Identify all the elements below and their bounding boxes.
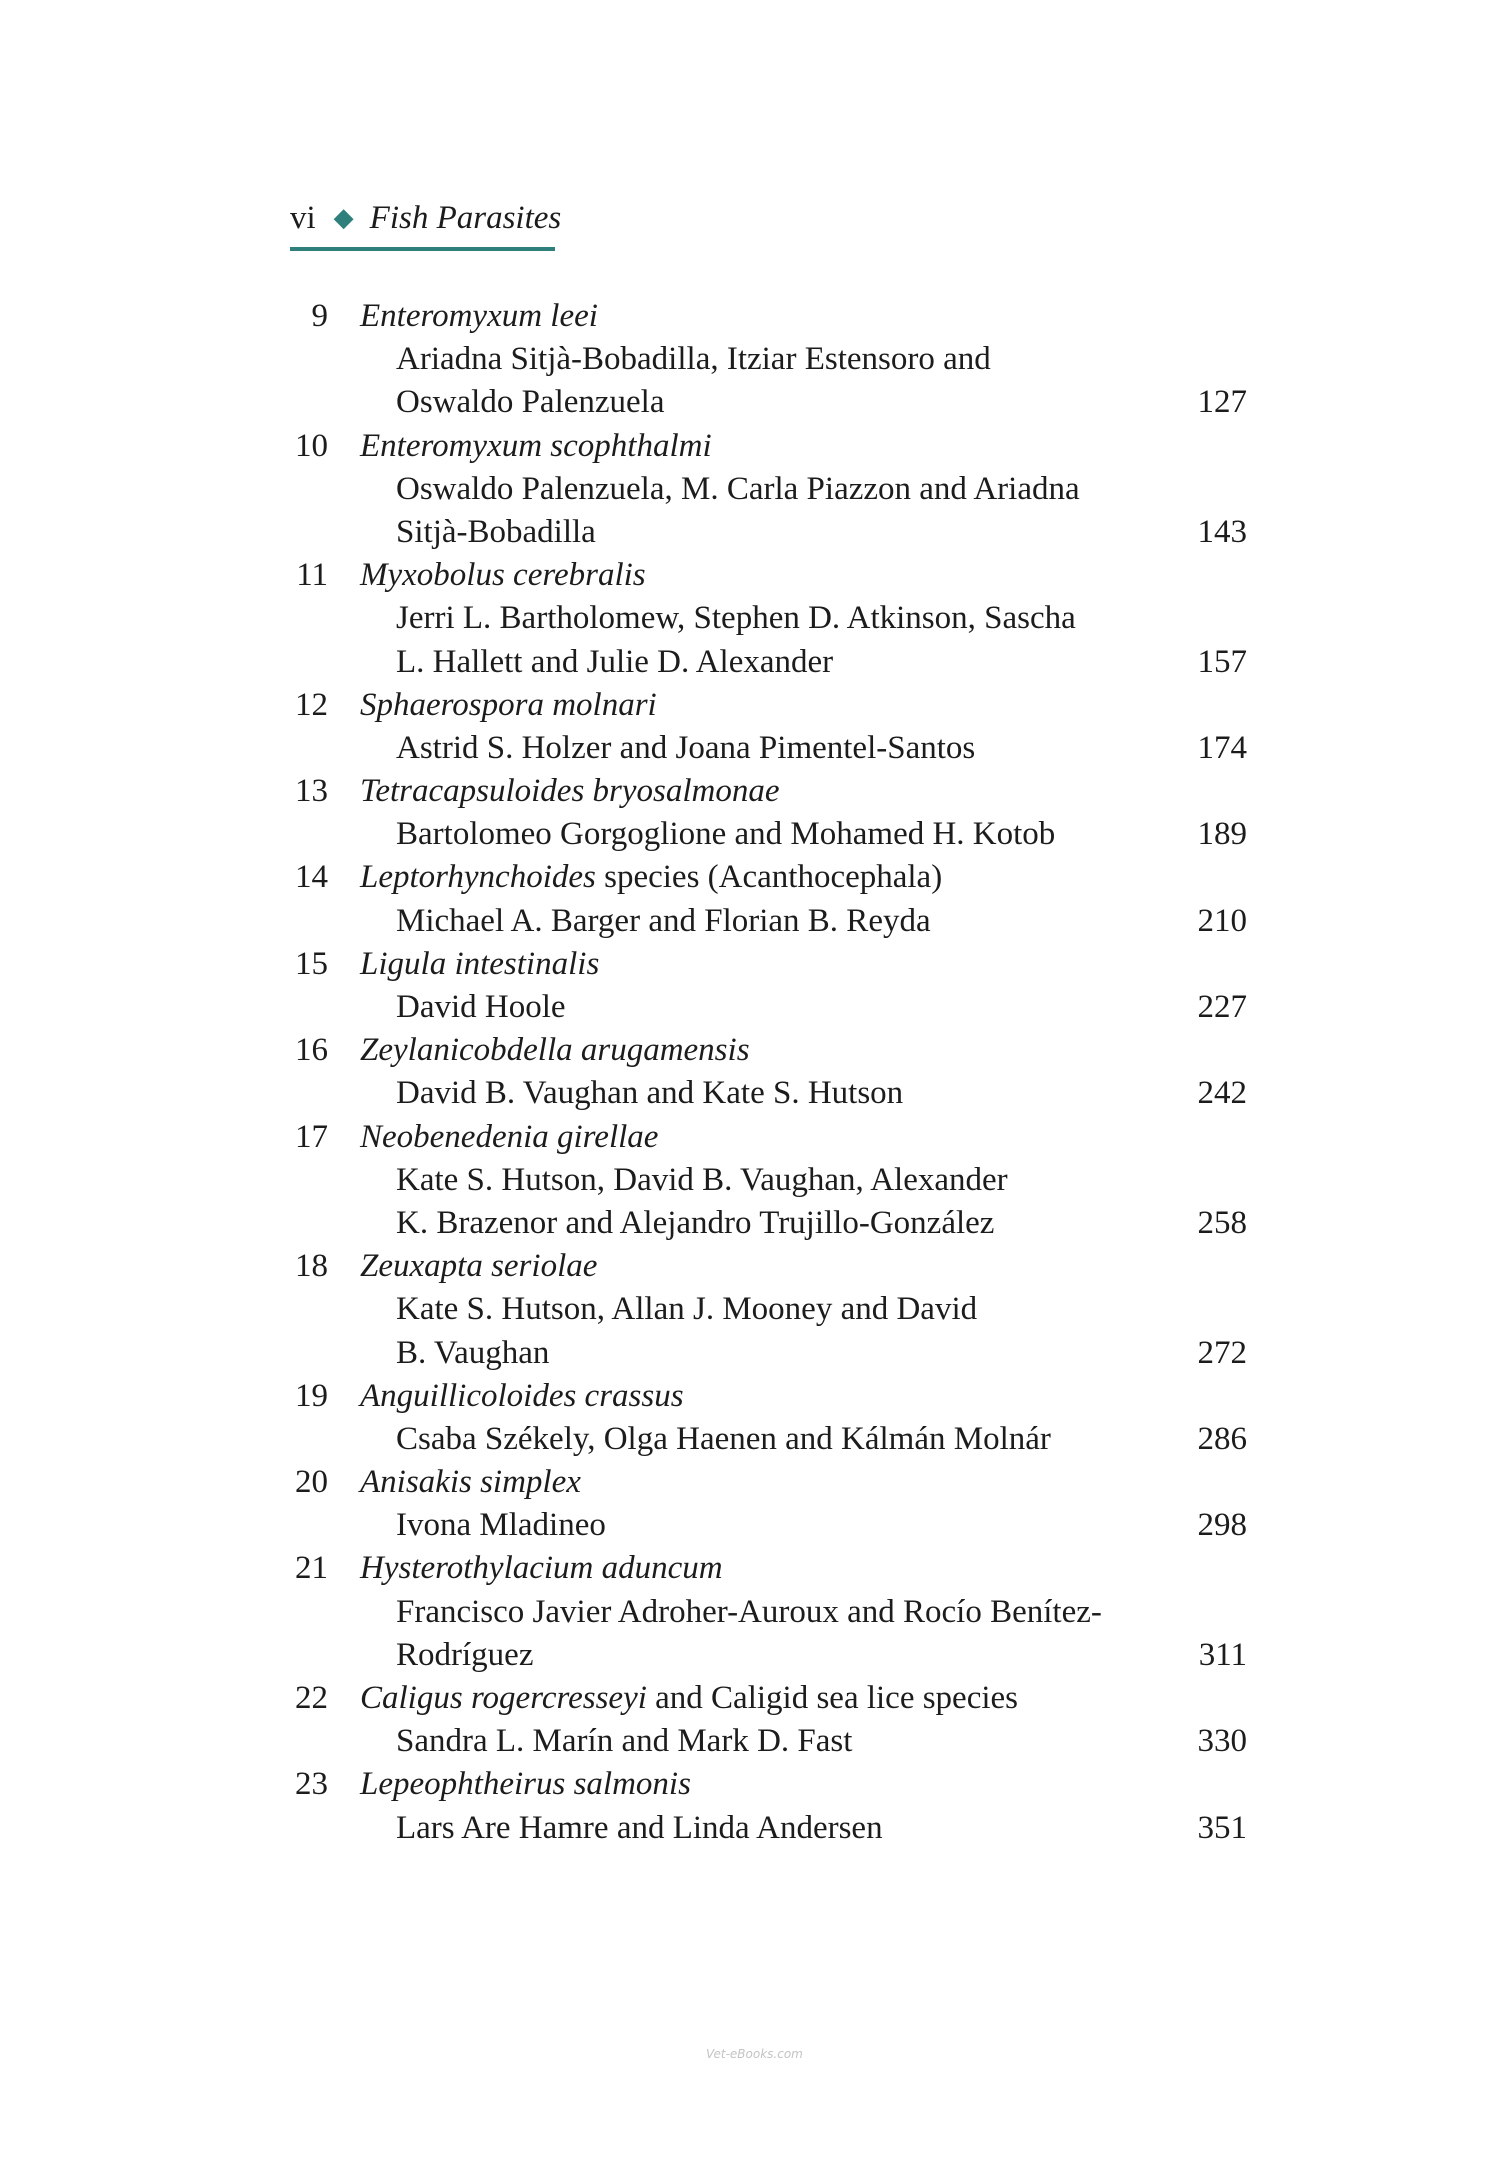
chapter-title (360, 684, 657, 727)
chapter-page-number: 272 (1197, 1334, 1247, 1371)
chapter-title (360, 1461, 581, 1504)
watermark: Vet-eBooks.com (706, 2047, 803, 2061)
toc-entry-title-line (0, 295, 1493, 338)
chapter-title (360, 943, 599, 986)
chapter-page-number: 258 (1197, 1204, 1247, 1241)
chapter-title-italic: Neobenedenia girellae (360, 1118, 659, 1155)
chapter-title-italic: Anguillicoloides crassus (360, 1377, 684, 1414)
chapter-number: 9 (311, 298, 328, 334)
chapter-number: 15 (295, 945, 328, 982)
toc-entry-author-line (0, 1288, 1493, 1331)
chapter-authors: David Hoole (396, 989, 566, 1025)
toc-entry-title-line (0, 1029, 1493, 1072)
chapter-title (360, 295, 598, 338)
toc-entry-author-line (0, 1159, 1493, 1202)
toc-entry-title-line (0, 1461, 1493, 1504)
chapter-title-italic: Hysterothylacium aduncum (360, 1550, 723, 1587)
toc-entry-author-line (0, 1504, 1493, 1547)
toc-entry-title-line (0, 1116, 1493, 1159)
chapter-title-italic: Zeuxapta seriolae (360, 1248, 598, 1285)
chapter-authors: Astrid S. Holzer and Joana Pimentel-Santos (396, 729, 976, 766)
chapter-number: 10 (295, 427, 328, 464)
running-head (290, 196, 561, 242)
chapter-page-number: 351 (1197, 1809, 1247, 1846)
toc-entry-author-line (0, 1634, 1493, 1677)
chapter-title-italic: Tetracapsuloides bryosalmonae (360, 773, 780, 810)
chapter-title (360, 1375, 684, 1418)
toc-entry-title-line (0, 1677, 1493, 1720)
chapter-authors: Ariadna Sitjà-Bobadilla, Itziar Estensoro and (396, 341, 991, 378)
chapter-authors: Michael A. Barger and Florian B. Reyda (396, 902, 931, 939)
table-of-contents (0, 295, 1493, 1850)
chapter-authors: Rodríguez (396, 1636, 534, 1673)
chapter-page-number: 157 (1197, 643, 1247, 680)
toc-entry-title-line (0, 770, 1493, 813)
chapter-page-number: 298 (1197, 1507, 1247, 1544)
book-title: Fish Parasites (369, 200, 562, 236)
chapter-title-italic: Zeylanicobdella arugamensis (360, 1032, 750, 1069)
toc-entry-title-line (0, 1763, 1493, 1806)
toc-entry-author-line (0, 1720, 1493, 1763)
chapter-title (360, 1029, 750, 1072)
chapter-authors: Oswaldo Palenzuela (396, 384, 665, 421)
chapter-number: 12 (295, 686, 328, 723)
toc-entry-author-line (0, 511, 1493, 554)
chapter-authors: Csaba Székely, Olga Haenen and Kálmán Molnár (396, 1420, 1051, 1457)
toc-entry-title-line (0, 1375, 1493, 1418)
chapter-number: 16 (295, 1032, 328, 1069)
chapter-title (360, 1245, 597, 1288)
chapter-title-rest: species (Acanthocephala) (595, 859, 943, 896)
chapter-number: 22 (295, 1680, 328, 1716)
toc-entry-title-line (0, 856, 1493, 899)
chapter-authors: B. Vaughan (396, 1334, 550, 1371)
chapter-authors: Bartolomeo Gorgoglione and Mohamed H. Kotob (396, 816, 1056, 853)
toc-entry-author-line (0, 597, 1493, 640)
chapter-authors: Ivona Mladineo (396, 1507, 606, 1544)
chapter-title (360, 1547, 723, 1590)
toc-entry-author-line (0, 986, 1493, 1029)
chapter-authors: K. Brazenor and Alejandro Trujillo-González (396, 1204, 995, 1241)
toc-entry-author-line (0, 1332, 1493, 1375)
chapter-title-italic: Ligula intestinalis (360, 945, 600, 982)
page-folio: vi (290, 200, 316, 236)
chapter-page-number: 189 (1197, 816, 1247, 853)
toc-entry-title-line (0, 1245, 1493, 1288)
chapter-number: 18 (295, 1248, 328, 1285)
chapter-title-italic: Caligus rogercresseyi (360, 1680, 647, 1716)
chapter-page-number: 286 (1197, 1420, 1247, 1457)
toc-entry-title-line (0, 943, 1493, 986)
chapter-authors: Francisco Javier Adroher-Auroux and Rocío Benítez- (396, 1593, 1102, 1630)
chapter-title-rest: and Caligid sea lice species (646, 1680, 1019, 1716)
chapter-authors: Sandra L. Marín and Mark D. Fast (396, 1723, 853, 1760)
chapter-page-number: 311 (1198, 1636, 1247, 1673)
chapter-page-number: 127 (1197, 384, 1247, 421)
toc-entry-author-line (0, 1591, 1493, 1634)
chapter-authors: Kate S. Hutson, Allan J. Mooney and David (396, 1291, 978, 1328)
chapter-title-italic: Anisakis simplex (360, 1464, 581, 1501)
chapter-number: 11 (296, 557, 328, 594)
chapter-authors: Oswaldo Palenzuela, M. Carla Piazzon and Ariadna (396, 470, 1080, 507)
chapter-title (360, 1763, 691, 1806)
chapter-page-number: 330 (1197, 1723, 1247, 1760)
chapter-title-italic: Sphaerospora molnari (360, 686, 657, 723)
toc-entry-author-line (0, 381, 1493, 424)
chapter-number: 19 (295, 1377, 328, 1414)
chapter-authors: David B. Vaughan and Kate S. Hutson (396, 1075, 904, 1112)
toc-entry-author-line (0, 1202, 1493, 1245)
chapter-title (360, 1116, 658, 1159)
chapter-number: 13 (295, 773, 328, 810)
chapter-page-number: 242 (1197, 1075, 1247, 1112)
chapter-page-number: 174 (1197, 729, 1247, 766)
chapter-number: 14 (295, 859, 328, 896)
chapter-title (360, 856, 942, 899)
chapter-number: 23 (295, 1766, 328, 1803)
chapter-title-italic: Myxobolus cerebralis (360, 557, 646, 594)
toc-entry-author-line (0, 468, 1493, 511)
chapter-title (360, 770, 780, 813)
chapter-page-number: 227 (1197, 989, 1247, 1025)
chapter-title (360, 554, 646, 597)
toc-entry-author-line (0, 727, 1493, 770)
toc-entry-author-line (0, 900, 1493, 943)
chapter-page-number: 143 (1197, 513, 1247, 550)
toc-entry-title-line (0, 554, 1493, 597)
chapter-number: 20 (295, 1464, 328, 1501)
toc-entry-title-line (0, 684, 1493, 727)
chapter-title-italic: Enteromyxum leei (360, 298, 598, 334)
chapter-authors: Kate S. Hutson, David B. Vaughan, Alexander (396, 1161, 1008, 1198)
chapter-title (360, 1677, 1018, 1720)
chapter-authors: Sitjà-Bobadilla (396, 513, 596, 550)
toc-entry-author-line (0, 338, 1493, 381)
chapter-title-italic: Leptorhynchoides (360, 859, 596, 896)
toc-entry-author-line (0, 1807, 1493, 1850)
toc-entry-author-line (0, 641, 1493, 684)
chapter-authors: Jerri L. Bartholomew, Stephen D. Atkinson, Sascha (396, 600, 1076, 637)
chapter-number: 17 (295, 1118, 328, 1155)
chapter-title-italic: Lepeophtheirus salmonis (360, 1766, 691, 1803)
chapter-page-number: 210 (1197, 902, 1247, 939)
chapter-authors: L. Hallett and Julie D. Alexander (396, 643, 834, 680)
chapter-number: 21 (295, 1550, 328, 1587)
chapter-title-italic: Enteromyxum scophthalmi (360, 427, 712, 464)
toc-entry-author-line (0, 1072, 1493, 1115)
toc-entry-title-line (0, 1547, 1493, 1590)
toc-entry-title-line (0, 425, 1493, 468)
diamond-ornament-icon: ◆ (333, 203, 354, 232)
chapter-authors: Lars Are Hamre and Linda Andersen (396, 1809, 883, 1846)
toc-entry-author-line (0, 813, 1493, 856)
toc-entry-author-line (0, 1418, 1493, 1461)
chapter-title (360, 425, 712, 468)
header-rule (290, 247, 555, 251)
